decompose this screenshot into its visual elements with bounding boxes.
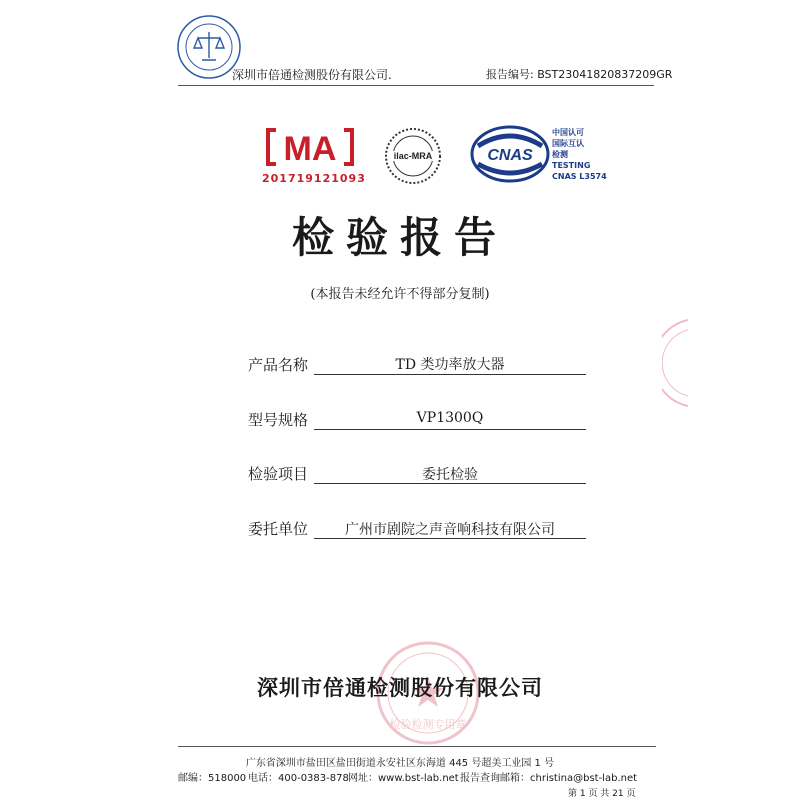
- report-number: 报告编号: BST23041820837209GR: [486, 68, 673, 81]
- footer-postcode: 邮编：518000: [178, 773, 247, 784]
- side-seal-stamp: [662, 318, 688, 408]
- cnas-line: 中国认可: [552, 128, 584, 137]
- field-value: TD 类功率放大器: [395, 357, 505, 373]
- field-label: 检验项目: [248, 465, 309, 483]
- field-label: 产品名称: [248, 356, 309, 374]
- footer-website[interactable]: 网址：www.bst-lab.net: [348, 773, 459, 784]
- cma-mark-icon: [262, 124, 358, 170]
- cnas-line: TESTING: [552, 161, 591, 170]
- cnas-line: CNAS L3574: [552, 172, 607, 181]
- svg-text:检验检测专用章: 检验检测专用章: [389, 718, 467, 731]
- cnas-line: 国际互认: [552, 139, 584, 148]
- cma-logo: [262, 124, 366, 186]
- field-underline: [314, 483, 586, 484]
- cma-number: 201719121093: [262, 172, 366, 185]
- field-underline: [314, 374, 586, 375]
- field-underline: [314, 429, 586, 430]
- field-label: 委托单位: [248, 520, 309, 538]
- footer-phone: 电话：400-0383-878: [248, 773, 349, 784]
- field-underline: [314, 538, 586, 539]
- footer-address: 广东省深圳市盐田区盐田街道永安社区东海道 445 号超美工业园 1 号: [245, 758, 555, 769]
- cnas-logo: [470, 124, 550, 184]
- footer-company-name: 深圳市倍通检测股份有限公司: [257, 676, 543, 700]
- footer-divider: [178, 746, 656, 747]
- report-title: 检验报告: [291, 213, 508, 262]
- header-divider: [178, 85, 654, 86]
- cnas-accreditation-text: [552, 127, 607, 182]
- field-label: 型号规格: [248, 411, 309, 429]
- field-value: 广州市剧院之声音响科技有限公司: [345, 522, 555, 538]
- ilac-mra-logo: [384, 125, 442, 187]
- header-company-name: 深圳市倍通检测股份有限公司.: [232, 68, 392, 82]
- report-subtitle: (本报告未经允许不得部分复制): [310, 287, 490, 302]
- cnas-line: 检测: [552, 150, 568, 159]
- field-value: 委托检验: [422, 467, 478, 483]
- svg-text:CNAS: CNAS: [487, 147, 533, 164]
- svg-text:MA: MA: [283, 130, 337, 168]
- page-number: 第 1 页 共 21 页: [568, 789, 636, 799]
- svg-text:ilac-MRA: ilac-MRA: [393, 151, 433, 161]
- field-value: VP1300Q: [416, 410, 484, 426]
- footer-email[interactable]: 报告查询邮箱：christina@bst-lab.net: [460, 773, 638, 784]
